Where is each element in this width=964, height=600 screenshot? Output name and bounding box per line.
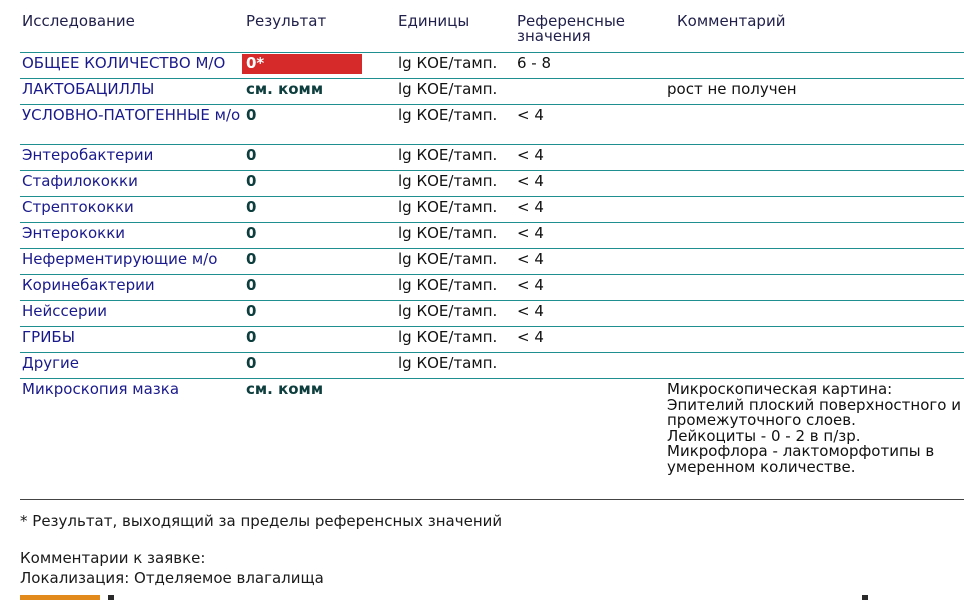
footnote: * Результат, выходящий за пределы референсных значений [20, 512, 503, 530]
row-reference: < 4 [517, 146, 544, 164]
row-units: lg КОЕ/тамп. [398, 276, 498, 294]
row-name: ЛАКТОБАЦИЛЛЫ [22, 80, 155, 98]
row-units: lg КОЕ/тамп. [398, 198, 498, 216]
table-row [20, 105, 964, 145]
row-name: Другие [22, 354, 79, 372]
row-reference: < 4 [517, 250, 544, 268]
row-units: lg КОЕ/тамп. [398, 54, 498, 72]
row-name: Энтерококки [22, 224, 126, 242]
row-name: ГРИБЫ [22, 328, 75, 346]
row-units: lg КОЕ/тамп. [398, 354, 498, 372]
row-comment: Микроскопическая картина: Эпителий плоский поверхностного и промежуточного слоев. Лейкоциты - 0 - 2 в п/зр. Микрофлора - лактоморфотипы в умеренном количестве. [667, 380, 961, 476]
table-row [20, 79, 964, 105]
table-row [20, 145, 964, 171]
table-row [20, 275, 964, 301]
row-units: lg КОЕ/тамп. [398, 146, 498, 164]
row-result: 0 [246, 172, 257, 190]
table-row [20, 53, 964, 79]
row-result: см. комм [246, 380, 324, 398]
row-name: УСЛОВНО-ПАТОГЕННЫЕ м/о [22, 106, 241, 124]
table-row [20, 353, 964, 379]
row-reference: < 4 [517, 328, 544, 346]
table-row [20, 249, 964, 275]
table-bottom-rule [20, 499, 964, 500]
table-row [20, 223, 964, 249]
row-reference: < 4 [517, 276, 544, 294]
row-result: 0 [246, 106, 257, 124]
row-result: 0* [242, 54, 362, 74]
row-name: ОБЩЕЕ КОЛИЧЕСТВО М/О [22, 54, 226, 72]
header-units: Единицы [398, 12, 470, 30]
row-reference: < 4 [517, 302, 544, 320]
header-reference: Референсные значения [517, 12, 626, 45]
results-table-body [20, 53, 964, 483]
row-reference: 6 - 8 [517, 54, 552, 72]
table-row [20, 301, 964, 327]
results-page [20, 0, 964, 483]
row-comment: рост не получен [667, 80, 797, 98]
table-row [20, 327, 964, 353]
cropped-next-line [0, 595, 964, 600]
row-reference: < 4 [517, 106, 544, 124]
header-comment: Комментарий [677, 12, 786, 30]
table-row [20, 171, 964, 197]
row-name: Микроскопия мазка [22, 380, 180, 398]
row-result: 0 [246, 354, 257, 372]
order-comments-title: Комментарии к заявке: [20, 549, 206, 567]
row-result: 0 [246, 328, 257, 346]
row-result: 0 [246, 302, 257, 320]
table-row [20, 379, 964, 483]
row-units: lg КОЕ/тамп. [398, 80, 498, 98]
row-units: lg КОЕ/тамп. [398, 302, 498, 320]
row-reference: < 4 [517, 198, 544, 216]
row-name: Неферментирующие м/о [22, 250, 218, 268]
row-units: lg КОЕ/тамп. [398, 172, 498, 190]
table-row [20, 197, 964, 223]
row-units: lg КОЕ/тамп. [398, 328, 498, 346]
order-comments-localization: Локализация: Отделяемое влагалища [20, 569, 324, 587]
row-result: 0 [246, 276, 257, 294]
row-units: lg КОЕ/тамп. [398, 106, 498, 124]
row-name: Коринебактерии [22, 276, 155, 294]
row-result: 0 [246, 250, 257, 268]
row-reference: < 4 [517, 224, 544, 242]
row-result: 0 [246, 224, 257, 242]
row-name: Нейссерии [22, 302, 107, 320]
table-header [20, 0, 964, 53]
row-name: Энтеробактерии [22, 146, 154, 164]
row-result: 0 [246, 198, 257, 216]
row-result: см. комм [246, 80, 324, 98]
row-name: Стафилококки [22, 172, 138, 190]
row-units: lg КОЕ/тамп. [398, 224, 498, 242]
row-units: lg КОЕ/тамп. [398, 250, 498, 268]
row-result: 0 [246, 146, 257, 164]
row-reference: < 4 [517, 172, 544, 190]
row-name: Стрептококки [22, 198, 134, 216]
header-name: Исследование [22, 12, 135, 30]
header-result: Результат [246, 12, 327, 30]
